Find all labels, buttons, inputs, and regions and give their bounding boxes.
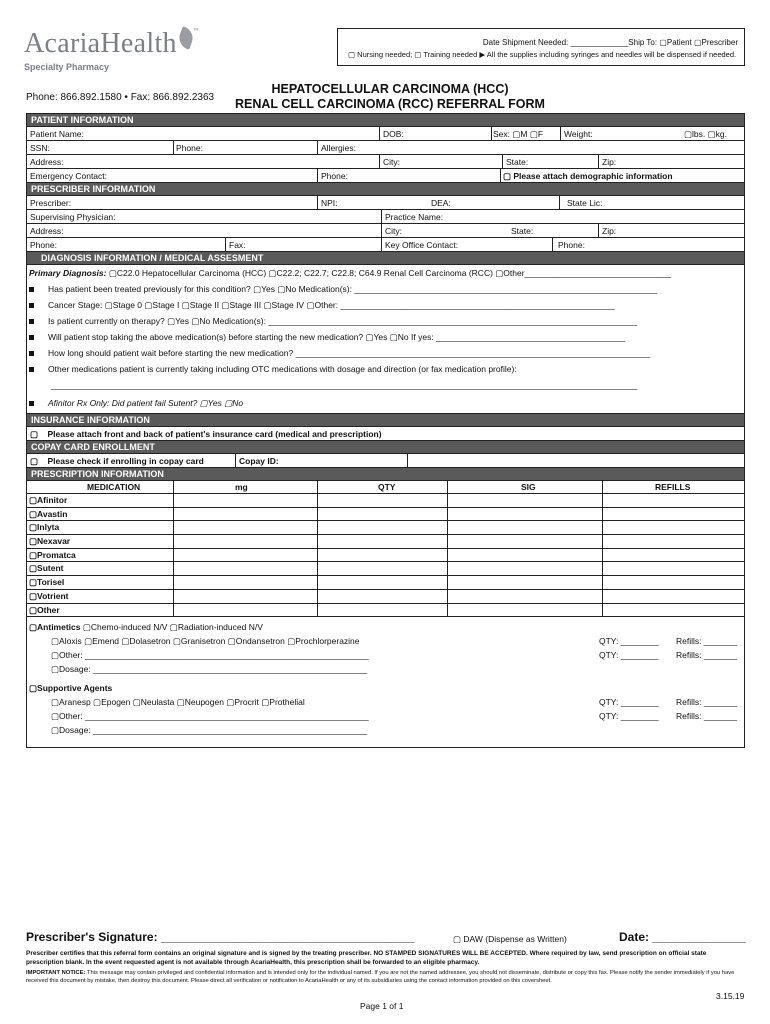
npi-field[interactable]: NPI: [321, 198, 338, 208]
emergency-contact-field[interactable]: Emergency Contact: [30, 171, 108, 181]
important-notice [26, 969, 745, 985]
weight-units[interactable]: ▢lbs. ▢kg. [684, 129, 727, 139]
medication-nexavar[interactable]: ▢Nexavar [29, 536, 71, 547]
practice-name-field[interactable]: Practice Name: [385, 212, 444, 222]
notice-text: This message may contain privileged and confidential information and is intended only for the individual named. If you are not the named addressee, you should not disseminate, distribute or copy this fax. Please notify the sender immediately if you have received this document by mistake, then destroy this document. Please direct all verification or notification to AcariaHealth or any of its subsidiaries using the contact information provided on this coversheet. [26, 970, 735, 984]
bullet-icon [29, 319, 34, 324]
supportive-agents-checkbox[interactable]: ▢Supportive Agents [29, 683, 113, 694]
col-medication: MEDICATION [87, 482, 141, 492]
prescriber-city-field[interactable]: City: [385, 226, 402, 236]
prescription-section-header: PRESCRIPTION INFORMATION [27, 468, 744, 481]
patient-zip-field[interactable]: Zip: [602, 157, 617, 167]
bullet-icon [29, 335, 34, 340]
bullet-icon [29, 367, 34, 372]
prescriber-row-4 [27, 238, 744, 252]
medication-other[interactable]: ▢Other [29, 604, 60, 615]
table-row[interactable] [27, 549, 744, 563]
col-mg: mg [235, 482, 248, 492]
table-row[interactable] [27, 562, 744, 576]
antiemetics-dosage[interactable]: ▢Dosage: __________________________________________________________ [51, 664, 368, 675]
medication-votrient[interactable]: ▢Votrient [29, 590, 69, 601]
daw-checkbox[interactable]: ▢ DAW (Dispense as Written) [453, 934, 567, 944]
demographic-checkbox[interactable]: ▢ Please attach demographic information [503, 171, 673, 181]
shipment-line-2[interactable]: ▢ Nursing needed; ▢ Training needed ▶ All the supplies including syringes and needles will be dispensed if needed. [348, 50, 737, 59]
prescriber-row-3 [27, 224, 744, 238]
supportive-dosage[interactable]: ▢Dosage: __________________________________________________________ [51, 725, 368, 736]
bullet-icon [29, 401, 34, 406]
dob-field[interactable]: DOB: [383, 129, 404, 139]
prescriber-fax-field[interactable]: Fax: [229, 240, 246, 250]
notice-label: IMPORTANT NOTICE: [26, 970, 86, 976]
bullet-icon [29, 351, 34, 356]
allergies-field[interactable]: Allergies: [321, 143, 356, 153]
patient-row-3 [27, 155, 744, 169]
insurance-section-header: INSURANCE INFORMATION [27, 414, 744, 427]
wait-time-question[interactable]: How long should patient wait before starting the new medication? ___________________________________________________________________________ [48, 348, 651, 358]
stop-medication-question[interactable]: Will patient stop taking the above medication(s) before starting the new medication? ▢Yes ▢No If yes: ________________________________________ [48, 332, 626, 342]
patient-section-header: PATIENT INFORMATION [27, 114, 744, 127]
table-row[interactable] [27, 576, 744, 590]
key-office-contact-field[interactable]: Key Office Contact: [385, 240, 459, 250]
col-sig: SIG [521, 482, 536, 492]
form-version: 3.15.19 [716, 991, 745, 1001]
table-row[interactable] [27, 590, 744, 604]
supportive-medication-block [27, 617, 744, 747]
antiemetics-refills-2[interactable]: Refills: _______ [676, 650, 737, 661]
acaria-logo [24, 28, 199, 72]
antiemetics-other[interactable]: ▢Other: ____________________________________________________________ [51, 650, 369, 661]
prescriber-field[interactable]: Prescriber: [30, 198, 72, 208]
insurance-card-checkbox[interactable]: ▢ Please attach front and back of patient's insurance card (medical and prescription) [30, 429, 382, 439]
weight-field[interactable]: Weight: [564, 129, 593, 139]
medication-promatca[interactable]: ▢Promatca [29, 549, 76, 560]
medication-torisel[interactable]: ▢Torisel [29, 577, 65, 588]
primary-diagnosis-options[interactable]: ▢C22.0 Hepatocellular Carcinoma (HCC) ▢C22.2; C22.7; C22.8; C64.9 Renal Cell Carcinoma (RCC) ▢Other_______________________________ [106, 268, 672, 278]
medication-avastin[interactable]: ▢Avastin [29, 508, 68, 519]
table-row[interactable] [27, 508, 744, 522]
patient-address-field[interactable]: Address: [30, 157, 64, 167]
primary-diagnosis-label: Primary Diagnosis: [29, 268, 107, 278]
supportive-refills[interactable]: Refills: _______ [676, 697, 737, 708]
antiemetics-drugs[interactable]: ▢Aloxis ▢Emend ▢Dolasetron ▢Granisetron ▢Ondansetron ▢Prochlorperazine [51, 636, 360, 647]
brand-subtitle: Specialty Pharmacy [24, 62, 110, 72]
table-row[interactable] [27, 604, 744, 618]
antiemetics-qty[interactable]: QTY: ________ [599, 636, 659, 647]
key-office-phone-field[interactable]: Phone: [558, 240, 585, 250]
antiemetics-qty-2[interactable]: QTY: ________ [599, 650, 659, 661]
prescriber-address-field[interactable]: Address: [30, 226, 64, 236]
medication-afinitor[interactable]: ▢Afinitor [29, 495, 68, 505]
medication-inlyta[interactable]: ▢Inlyta [29, 522, 60, 533]
col-qty: QTY [378, 482, 396, 492]
patient-state-field[interactable]: State: [506, 157, 529, 167]
prescriber-phone-field[interactable]: Phone: [30, 240, 57, 250]
shipment-line-1[interactable]: Date Shipment Needed: _____________Ship To: ▢Patient ▢Prescriber [482, 38, 738, 47]
diagnosis-section-header: DIAGNOSIS INFORMATION / MEDICAL ASSESMENT [27, 252, 744, 265]
sex-field[interactable]: Sex: ▢M ▢F [493, 129, 544, 139]
supportive-refills-2[interactable]: Refills: _______ [676, 711, 737, 722]
prescriber-signature-line[interactable]: Prescriber's Signature: ______________________________________ [26, 930, 415, 944]
shipment-box [337, 28, 745, 66]
signature-date-line[interactable]: Date: ______________ [619, 930, 746, 944]
bullet-icon [29, 303, 34, 308]
medication-rows [27, 494, 744, 617]
patient-row-2 [27, 141, 744, 155]
brand-name: AcariaHealth [24, 28, 177, 59]
prescriber-zip-field[interactable]: Zip: [602, 226, 617, 236]
supportive-qty-2[interactable]: QTY: ________ [599, 711, 659, 722]
patient-row-1 [27, 127, 744, 141]
bullet-icon [29, 287, 34, 292]
current-therapy-question[interactable]: Is patient currently on therapy? ▢Yes ▢No Medication(s): ______________________________________________________________________________ [48, 316, 638, 326]
copay-row [27, 454, 744, 468]
copay-id-field[interactable]: Copay ID: [239, 456, 279, 466]
title-line-2: RENAL CELL CARCINOMA (RCC) REFERRAL FORM [235, 97, 545, 111]
page-number: Page 1 of 1 [360, 1001, 404, 1011]
antiemetics-refills[interactable]: Refills: _______ [676, 636, 737, 647]
patient-row-4 [27, 169, 744, 183]
patient-city-field[interactable]: City: [383, 157, 400, 167]
state-lic-field[interactable]: State Lic: [567, 198, 603, 208]
afinitor-question[interactable]: Afinitor Rx Only: Did patient fail Sutent? ▢Yes ▢No [48, 398, 244, 408]
patient-name-field[interactable]: Patient Name: [30, 129, 84, 139]
emergency-phone-field[interactable]: Phone: [321, 171, 348, 181]
supportive-qty[interactable]: QTY: ________ [599, 697, 659, 708]
certification-text: Prescriber certifies that this referral form contains an original signature and is signed by the treating prescriber. NO STAMPED SIGNATURES WILL BE ACCEPTED. Where required by law, send prescription on official state prescription blank. In the event requested agent is not available through AcariaHealth, this prescription shall be forwarded to an eligible pharmacy. [26, 950, 707, 966]
copay-section-header: COPAY CARD ENROLLMENT [27, 441, 744, 454]
diagnosis-block [27, 265, 744, 414]
medication-table-header [27, 481, 744, 494]
contact-phone-fax: Phone: 866.892.1580 • Fax: 866.892.2363 [26, 92, 215, 103]
dea-field[interactable]: DEA: [431, 198, 451, 208]
patient-phone-field[interactable]: Phone: [176, 143, 203, 153]
col-refills: REFILLS [655, 482, 691, 492]
previous-treatment-question[interactable]: Has patient been treated previously for this condition? ▢Yes ▢No Medication(s): ________________________________________________________________ [48, 284, 657, 294]
table-row[interactable] [27, 521, 744, 535]
form-title [230, 82, 550, 112]
antiemetics-checkbox[interactable]: ▢Antimetics [29, 622, 81, 633]
table-row[interactable] [27, 535, 744, 549]
cancer-stage-question[interactable]: Cancer Stage: ▢Stage 0 ▢Stage I ▢Stage II ▢Stage III ▢Stage IV ▢Other: __________________________________________________________ [48, 300, 615, 310]
referral-form [26, 113, 745, 748]
antiemetics-types[interactable]: ▢Chemo-induced N/V ▢Radiation-induced N/V [80, 622, 263, 633]
prescriber-row-1 [27, 196, 744, 210]
supervising-physician-field[interactable]: Supervising Physician: [30, 212, 116, 222]
supportive-other[interactable]: ▢Other: ____________________________________________________________ [51, 711, 369, 722]
prescriber-state-field[interactable]: State: [511, 226, 534, 236]
supportive-drugs[interactable]: ▢Aranesp ▢Epogen ▢Neulasta ▢Neupogen ▢Procrit ▢Prothelial [51, 697, 305, 708]
prescriber-row-2 [27, 210, 744, 224]
other-medications-line[interactable]: ____________________________________________________________________________________________________________________________ [51, 380, 638, 390]
insurance-row [27, 427, 744, 441]
trademark: ™ [192, 28, 200, 34]
title-line-1: HEPATOCELLULAR CARCINOMA (HCC) [271, 82, 509, 96]
prescriber-section-header: PRESCRIBER INFORMATION [27, 183, 744, 196]
ssn-field[interactable]: SSN: [30, 143, 50, 153]
copay-enroll-checkbox[interactable]: ▢ Please check if enrolling in copay card [30, 456, 204, 466]
other-medications-question[interactable]: Other medications patient is currently taking including OTC medications with dosage and direction (or fax medication profile): [48, 364, 517, 374]
medication-sutent[interactable]: ▢Sutent [29, 563, 64, 574]
table-row[interactable] [27, 494, 744, 508]
